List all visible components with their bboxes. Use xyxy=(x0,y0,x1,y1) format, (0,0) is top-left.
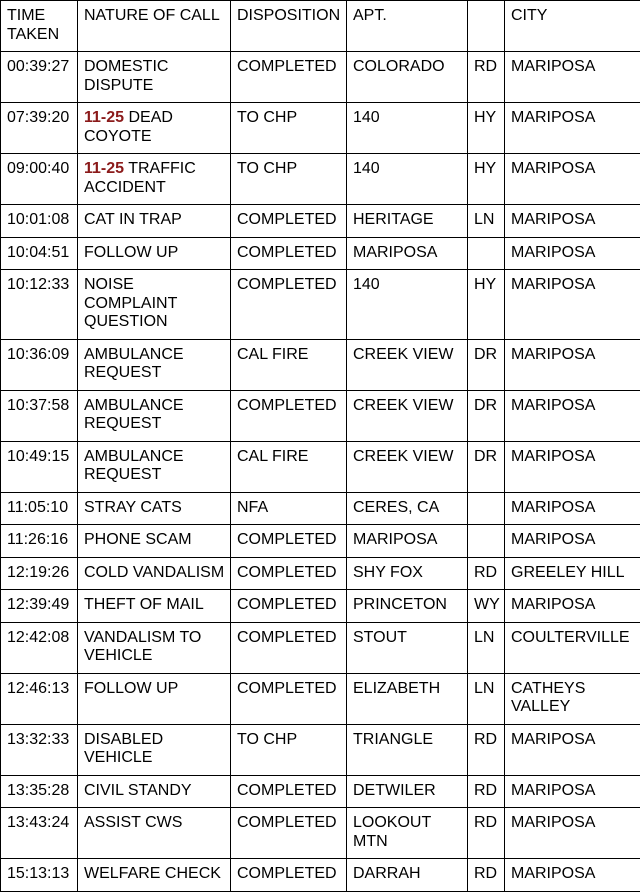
time-cell xyxy=(1,237,78,270)
suffix-cell xyxy=(468,775,505,808)
apt-cell xyxy=(347,52,468,103)
apt-value: CREEK VIEW xyxy=(353,397,453,414)
nature-value: AMBULANCE REQUEST xyxy=(84,448,184,484)
suffix-value: DR xyxy=(474,448,497,465)
disposition-cell xyxy=(231,339,347,390)
city-cell xyxy=(505,441,640,492)
suffix-value: RD xyxy=(474,814,497,831)
city-value: GREELEY HILL xyxy=(511,564,625,581)
suffix-value: HY xyxy=(474,276,496,293)
apt-cell xyxy=(347,103,468,154)
disposition-cell xyxy=(231,859,347,892)
disposition-value: COMPLETED xyxy=(237,564,337,581)
nature-cell xyxy=(78,390,231,441)
apt-cell xyxy=(347,590,468,623)
table-row xyxy=(1,590,640,623)
nature-value: DEAD COYOTE xyxy=(84,109,173,145)
nature-cell xyxy=(78,673,231,724)
table-row xyxy=(1,441,640,492)
time-value: 13:32:33 xyxy=(7,731,69,748)
nature-value: TRAFFIC ACCIDENT xyxy=(84,160,196,196)
time-cell xyxy=(1,590,78,623)
disposition-cell xyxy=(231,724,347,775)
suffix-cell xyxy=(468,492,505,525)
city-cell xyxy=(505,205,640,238)
disposition-value: COMPLETED xyxy=(237,397,337,414)
nature-value: CIVIL STANDY xyxy=(84,782,192,799)
nature-cell xyxy=(78,859,231,892)
suffix-cell xyxy=(468,590,505,623)
city-cell xyxy=(505,390,640,441)
city-value: MARIPOSA xyxy=(511,58,595,75)
disposition-cell xyxy=(231,154,347,205)
city-cell xyxy=(505,673,640,724)
nature-cell xyxy=(78,525,231,558)
city-cell xyxy=(505,775,640,808)
apt-cell xyxy=(347,622,468,673)
suffix-cell xyxy=(468,205,505,238)
apt-value: SHY FOX xyxy=(353,564,423,581)
table-row xyxy=(1,673,640,724)
table-row xyxy=(1,237,640,270)
city-value: MARIPOSA xyxy=(511,346,595,363)
city-cell xyxy=(505,52,640,103)
table-row xyxy=(1,775,640,808)
time-cell xyxy=(1,103,78,154)
city-value: COULTERVILLE xyxy=(511,629,630,646)
disposition-value: COMPLETED xyxy=(237,596,337,613)
nature-cell xyxy=(78,270,231,340)
nature-cell xyxy=(78,590,231,623)
suffix-value: RD xyxy=(474,731,497,748)
table-row xyxy=(1,492,640,525)
apt-cell xyxy=(347,775,468,808)
city-value: MARIPOSA xyxy=(511,244,595,261)
disposition-value: CAL FIRE xyxy=(237,346,308,363)
table-row xyxy=(1,52,640,103)
nature-value: AMBULANCE REQUEST xyxy=(84,397,184,433)
time-cell xyxy=(1,270,78,340)
table-row xyxy=(1,205,640,238)
nature-cell xyxy=(78,724,231,775)
table-row xyxy=(1,103,640,154)
table-row xyxy=(1,525,640,558)
time-value: 00:39:27 xyxy=(7,58,69,75)
suffix-cell xyxy=(468,859,505,892)
apt-value: MARIPOSA xyxy=(353,531,437,548)
disposition-value: TO CHP xyxy=(237,109,297,126)
apt-value: CREEK VIEW xyxy=(353,448,453,465)
time-value: 10:36:09 xyxy=(7,346,69,363)
disposition-value: COMPLETED xyxy=(237,782,337,799)
apt-value: 140 xyxy=(353,109,380,126)
header-city: CITY xyxy=(505,1,640,52)
table-row xyxy=(1,622,640,673)
suffix-cell xyxy=(468,441,505,492)
disposition-cell xyxy=(231,673,347,724)
city-value: MARIPOSA xyxy=(511,531,595,548)
header-suffix xyxy=(468,1,505,52)
time-cell xyxy=(1,557,78,590)
city-value: MARIPOSA xyxy=(511,109,595,126)
city-value: MARIPOSA xyxy=(511,865,595,882)
time-value: 10:49:15 xyxy=(7,448,69,465)
apt-cell xyxy=(347,724,468,775)
suffix-cell xyxy=(468,52,505,103)
apt-cell xyxy=(347,390,468,441)
suffix-value: LN xyxy=(474,629,494,646)
nature-cell xyxy=(78,492,231,525)
nature-value: FOLLOW UP xyxy=(84,244,178,261)
apt-value: MARIPOSA xyxy=(353,244,437,261)
time-value: 11:05:10 xyxy=(7,499,68,516)
city-value: MARIPOSA xyxy=(511,596,595,613)
nature-cell xyxy=(78,339,231,390)
apt-value: 140 xyxy=(353,276,380,293)
disposition-value: COMPLETED xyxy=(237,680,337,697)
table-row xyxy=(1,557,640,590)
apt-cell xyxy=(347,441,468,492)
disposition-cell xyxy=(231,390,347,441)
apt-value: DETWILER xyxy=(353,782,436,799)
nature-value: NOISE COMPLAINT QUESTION xyxy=(84,276,177,330)
time-value: 12:19:26 xyxy=(7,564,69,581)
disposition-value: COMPLETED xyxy=(237,58,337,75)
disposition-value: COMPLETED xyxy=(237,244,337,261)
disposition-value: TO CHP xyxy=(237,160,297,177)
suffix-cell xyxy=(468,237,505,270)
disposition-value: COMPLETED xyxy=(237,531,337,548)
apt-cell xyxy=(347,492,468,525)
apt-value: 140 xyxy=(353,160,380,177)
city-cell xyxy=(505,859,640,892)
city-cell xyxy=(505,154,640,205)
suffix-value: LN xyxy=(474,680,494,697)
disposition-cell xyxy=(231,103,347,154)
suffix-cell xyxy=(468,724,505,775)
disposition-cell xyxy=(231,205,347,238)
nature-value: COLD VANDALISM xyxy=(84,564,224,581)
disposition-cell xyxy=(231,622,347,673)
suffix-cell xyxy=(468,154,505,205)
apt-cell xyxy=(347,154,468,205)
disposition-cell xyxy=(231,808,347,859)
apt-cell xyxy=(347,859,468,892)
nature-cell xyxy=(78,622,231,673)
disposition-value: COMPLETED xyxy=(237,814,337,831)
disposition-cell xyxy=(231,492,347,525)
nature-value: FOLLOW UP xyxy=(84,680,178,697)
apt-value: LOOKOUT MTN xyxy=(353,814,431,850)
nature-value: ASSIST CWS xyxy=(84,814,182,831)
disposition-cell xyxy=(231,441,347,492)
time-cell xyxy=(1,808,78,859)
disposition-value: NFA xyxy=(237,499,268,516)
nature-value: STRAY CATS xyxy=(84,499,182,516)
time-cell xyxy=(1,390,78,441)
header-row xyxy=(1,1,640,52)
table-row xyxy=(1,724,640,775)
table-row xyxy=(1,339,640,390)
time-cell xyxy=(1,441,78,492)
apt-cell xyxy=(347,673,468,724)
city-cell xyxy=(505,270,640,340)
suffix-value: DR xyxy=(474,397,497,414)
suffix-cell xyxy=(468,339,505,390)
nature-cell xyxy=(78,237,231,270)
disposition-cell xyxy=(231,525,347,558)
time-cell xyxy=(1,673,78,724)
nature-cell xyxy=(78,154,231,205)
time-value: 10:12:33 xyxy=(7,276,69,293)
time-value: 15:13:13 xyxy=(7,865,69,882)
suffix-value: RD xyxy=(474,865,497,882)
suffix-value: RD xyxy=(474,782,497,799)
disposition-cell xyxy=(231,52,347,103)
apt-cell xyxy=(347,525,468,558)
apt-value: CERES, CA xyxy=(353,499,439,516)
city-value: MARIPOSA xyxy=(511,211,595,228)
disposition-value: COMPLETED xyxy=(237,211,337,228)
time-cell xyxy=(1,859,78,892)
time-value: 12:46:13 xyxy=(7,680,69,697)
header-nature: NATURE OF CALL xyxy=(78,1,231,52)
time-value: 07:39:20 xyxy=(7,109,69,126)
header-time: TIME TAKEN xyxy=(1,1,78,52)
apt-value: PRINCETON xyxy=(353,596,447,613)
apt-value: HERITAGE xyxy=(353,211,434,228)
time-value: 10:04:51 xyxy=(7,244,69,261)
apt-value: STOUT xyxy=(353,629,407,646)
city-cell xyxy=(505,237,640,270)
suffix-cell xyxy=(468,557,505,590)
disposition-value: CAL FIRE xyxy=(237,448,308,465)
nature-value: DOMESTIC DISPUTE xyxy=(84,58,168,94)
nature-value: AMBULANCE REQUEST xyxy=(84,346,184,382)
apt-value: TRIANGLE xyxy=(353,731,433,748)
table-row xyxy=(1,154,640,205)
disposition-cell xyxy=(231,270,347,340)
call-code: 11-25 xyxy=(84,160,124,177)
time-cell xyxy=(1,775,78,808)
time-value: 12:42:08 xyxy=(7,629,69,646)
nature-cell xyxy=(78,557,231,590)
suffix-value: HY xyxy=(474,160,496,177)
nature-value: THEFT OF MAIL xyxy=(84,596,204,613)
city-cell xyxy=(505,622,640,673)
nature-cell xyxy=(78,441,231,492)
nature-cell xyxy=(78,775,231,808)
table-row xyxy=(1,390,640,441)
city-cell xyxy=(505,525,640,558)
apt-value: COLORADO xyxy=(353,58,445,75)
time-cell xyxy=(1,525,78,558)
city-cell xyxy=(505,339,640,390)
city-value: MARIPOSA xyxy=(511,448,595,465)
suffix-cell xyxy=(468,622,505,673)
table-body xyxy=(1,52,640,892)
disposition-cell xyxy=(231,237,347,270)
city-cell xyxy=(505,808,640,859)
table-row xyxy=(1,859,640,892)
city-cell xyxy=(505,103,640,154)
nature-cell xyxy=(78,52,231,103)
suffix-value: DR xyxy=(474,346,497,363)
time-value: 11:26:16 xyxy=(7,531,68,548)
apt-cell xyxy=(347,557,468,590)
suffix-cell xyxy=(468,103,505,154)
time-cell xyxy=(1,205,78,238)
city-cell xyxy=(505,557,640,590)
nature-cell xyxy=(78,103,231,154)
city-cell xyxy=(505,590,640,623)
table-row xyxy=(1,808,640,859)
suffix-value: LN xyxy=(474,211,494,228)
city-value: MARIPOSA xyxy=(511,276,595,293)
apt-cell xyxy=(347,205,468,238)
suffix-cell xyxy=(468,525,505,558)
suffix-cell xyxy=(468,270,505,340)
apt-value: CREEK VIEW xyxy=(353,346,453,363)
disposition-cell xyxy=(231,775,347,808)
disposition-value: COMPLETED xyxy=(237,276,337,293)
nature-value: CAT IN TRAP xyxy=(84,211,182,228)
city-value: MARIPOSA xyxy=(511,731,595,748)
nature-cell xyxy=(78,808,231,859)
time-value: 09:00:40 xyxy=(7,160,69,177)
time-cell xyxy=(1,724,78,775)
time-value: 10:37:58 xyxy=(7,397,69,414)
apt-value: DARRAH xyxy=(353,865,421,882)
disposition-value: TO CHP xyxy=(237,731,297,748)
suffix-cell xyxy=(468,390,505,441)
suffix-value: RD xyxy=(474,58,497,75)
city-value: MARIPOSA xyxy=(511,782,595,799)
disposition-value: COMPLETED xyxy=(237,629,337,646)
table-row xyxy=(1,270,640,340)
city-value: CATHEYS VALLEY xyxy=(511,680,585,716)
time-cell xyxy=(1,492,78,525)
table-header xyxy=(1,1,640,52)
city-value: MARIPOSA xyxy=(511,499,595,516)
apt-value: ELIZABETH xyxy=(353,680,440,697)
nature-value: DISABLED VEHICLE xyxy=(84,731,163,767)
time-value: 13:43:24 xyxy=(7,814,69,831)
suffix-value: WY xyxy=(474,596,500,613)
disposition-cell xyxy=(231,590,347,623)
city-value: MARIPOSA xyxy=(511,397,595,414)
header-apt: APT. xyxy=(347,1,468,52)
time-value: 12:39:49 xyxy=(7,596,69,613)
suffix-cell xyxy=(468,808,505,859)
suffix-value: HY xyxy=(474,109,496,126)
call-code: 11-25 xyxy=(84,109,124,126)
suffix-value: RD xyxy=(474,564,497,581)
time-cell xyxy=(1,622,78,673)
apt-cell xyxy=(347,270,468,340)
time-cell xyxy=(1,154,78,205)
time-value: 13:35:28 xyxy=(7,782,69,799)
city-value: MARIPOSA xyxy=(511,814,595,831)
apt-cell xyxy=(347,237,468,270)
time-cell xyxy=(1,339,78,390)
suffix-cell xyxy=(468,673,505,724)
city-value: MARIPOSA xyxy=(511,160,595,177)
apt-cell xyxy=(347,808,468,859)
apt-cell xyxy=(347,339,468,390)
city-cell xyxy=(505,724,640,775)
disposition-value: COMPLETED xyxy=(237,865,337,882)
time-cell xyxy=(1,52,78,103)
nature-cell xyxy=(78,205,231,238)
disposition-cell xyxy=(231,557,347,590)
header-disposition: DISPOSITION xyxy=(231,1,347,52)
nature-value: PHONE SCAM xyxy=(84,531,192,548)
nature-value: VANDALISM TO VEHICLE xyxy=(84,629,201,665)
time-value: 10:01:08 xyxy=(7,211,69,228)
city-cell xyxy=(505,492,640,525)
nature-value: WELFARE CHECK xyxy=(84,865,221,882)
